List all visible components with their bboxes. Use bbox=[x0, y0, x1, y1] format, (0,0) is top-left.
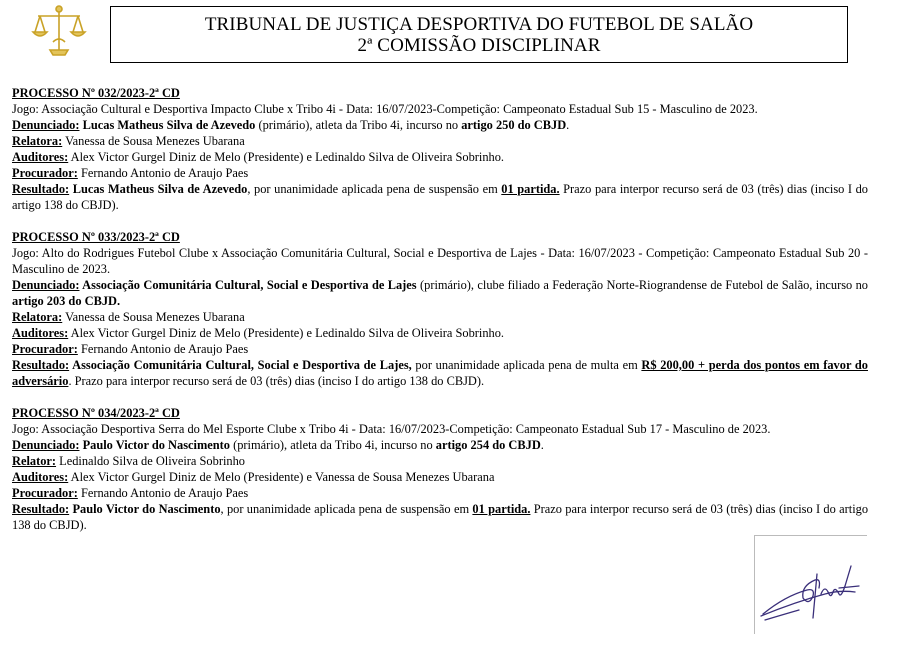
process-jogo: Jogo: Associação Cultural e Desportiva Impacto Clube x Tribo 4i - Data: 16/07/2023-Competição: Campeonato Estadual Sub 15 - Masculino de 2023. bbox=[12, 102, 758, 116]
process-title: PROCESSO Nº 034/2023-2ª CD bbox=[12, 406, 180, 420]
process-auditores: Auditores: Alex Victor Gurgel Diniz de Melo (Presidente) e Vanessa de Sousa Menezes Ubarana bbox=[12, 470, 495, 484]
process-denunciado: Denunciado: Lucas Matheus Silva de Azevedo (primário), atleta da Tribo 4i, incurso no artigo 250 do CBJD. bbox=[12, 118, 570, 132]
process-title: PROCESSO Nº 032/2023-2ª CD bbox=[12, 86, 180, 100]
process-denunciado: Denunciado: Associação Comunitária Cultural, Social e Desportiva de Lajes (primário), clube filiado a Federação Norte-Riograndense de Futebol de Salão, incurso no artigo 203 do CBJD. bbox=[12, 278, 868, 308]
process-procurador: Procurador: Fernando Antonio de Araujo Paes bbox=[12, 166, 249, 180]
process-block bbox=[12, 229, 868, 389]
header-title: TRIBUNAL DE JUSTIÇA DESPORTIVA DO FUTEBOL DE SALÃO bbox=[204, 14, 754, 35]
process-relator: Relatora: Vanessa de Sousa Menezes Ubarana bbox=[12, 310, 245, 324]
process-block bbox=[12, 85, 868, 213]
process-auditores: Auditores: Alex Victor Gurgel Diniz de Melo (Presidente) e Ledinaldo Silva de Oliveira Sobrinho. bbox=[12, 326, 505, 340]
header-subtitle: 2ª COMISSÃO DISCIPLINAR bbox=[357, 35, 601, 56]
process-resultado: Resultado: Lucas Matheus Silva de Azevedo, por unanimidade aplicada pena de suspensão em 01 partida. Prazo para interpor recurso será de 03 (três) dias (inciso I do artigo 138 do CBJD). bbox=[12, 182, 868, 212]
process-resultado: Resultado: Paulo Victor do Nascimento, por unanimidade aplicada pena de suspensão em 01 partida. Prazo para interpor recurso será de 03 (três) dias (inciso I do artigo 138 do CBJD). bbox=[12, 502, 869, 532]
process-procurador: Procurador: Fernando Antonio de Araujo Paes bbox=[12, 486, 249, 500]
process-procurador: Procurador: Fernando Antonio de Araujo Paes bbox=[12, 342, 249, 356]
process-resultado: Resultado: Associação Comunitária Cultural, Social e Desportiva de Lajes, por unanimidade aplicada pena de multa em R$ 200,00 + perda dos pontos em favor do adversário. Prazo para interpor recurso será de 03 (três) dias (inciso I do artigo 138 do CBJD). bbox=[12, 358, 868, 388]
process-relator: Relatora: Vanessa de Sousa Menezes Ubarana bbox=[12, 134, 245, 148]
process-title: PROCESSO Nº 033/2023-2ª CD bbox=[12, 230, 180, 244]
header-box bbox=[110, 6, 848, 63]
process-auditores: Auditores: Alex Victor Gurgel Diniz de Melo (Presidente) e Ledinaldo Silva de Oliveira Sobrinho. bbox=[12, 150, 505, 164]
process-jogo: Jogo: Alto do Rodrigues Futebol Clube x Associação Comunitária Cultural, Social e Desportiva de Lajes - Data: 16/07/2023 - Competição: Campeonato Estadual Sub 20 - Masculino de 2023. bbox=[12, 246, 868, 276]
process-jogo: Jogo: Associação Desportiva Serra do Mel Esporte Clube x Tribo 4i - Data: 16/07/2023-Competição: Campeonato Estadual Sub 17 - Masculino de 2023. bbox=[12, 422, 771, 436]
process-denunciado: Denunciado: Paulo Victor do Nascimento (primário), atleta da Tribo 4i, incurso no artigo 254 do CBJD. bbox=[12, 438, 544, 452]
process-block bbox=[12, 405, 868, 533]
signature bbox=[754, 535, 867, 634]
document-body bbox=[12, 85, 868, 549]
scales-of-justice-icon bbox=[30, 2, 88, 58]
process-relator: Relator: Ledinaldo Silva de Oliveira Sobrinho bbox=[12, 454, 245, 468]
